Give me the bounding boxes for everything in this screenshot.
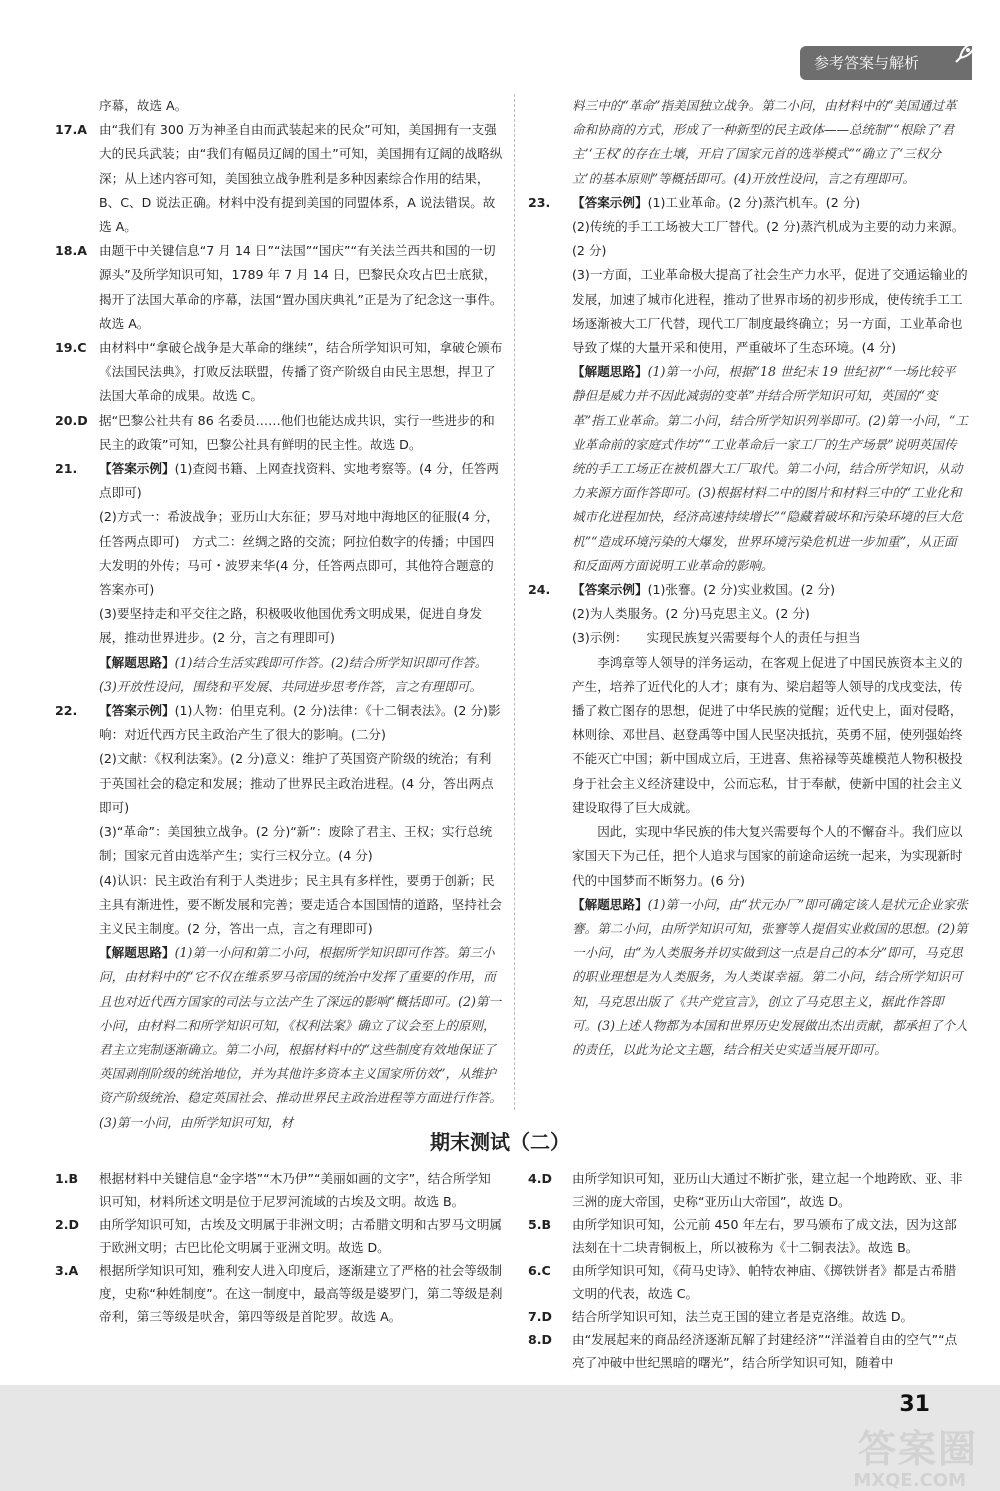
- answer-tag: 【解题思路】: [99, 654, 175, 670]
- answer-item: [55, 505, 503, 602]
- answer-item: [528, 1167, 968, 1213]
- answer-item: [55, 602, 503, 650]
- answer-text: 由所学知识可知，公元前 450 年左右，罗马颁布了成文法，因为这部法刻在十二块青铜板上，所以被称为《十二铜表法》。故选 B。: [572, 1217, 957, 1255]
- answer-text: 李鸿章等人领导的洋务运动，在客观上促进了中国民族资本主义的产生，培养了近代化的人才；康有为、梁启超等人领导的戊戌变法，传播了救亡图存的思想，促进了中华民族的觉醒；近代史上，面对侵略，林则徐、邓世昌、赵登禹等中国人民坚决抵抗，英勇不屈，使列强始终不能灭亡中国；新中国成立后，王进喜、焦裕禄等英雄模范人物积极投身于社会主义经济建设中，公而忘私，甘于奉献，使新中国的社会主义建设取得了巨大成就。: [572, 654, 963, 815]
- answer-text: (2)文献：《权利法案》。(2 分)意义：维护了英国资产阶级的统治；有利于英国社会的稳定和发展；推动了世界民主政治进程。(4 分，答出两点即可): [99, 751, 494, 815]
- answer-item: [55, 1259, 503, 1328]
- answer-text: (3)示例： 实现民族复兴需要每个人的责任与担当: [572, 630, 861, 646]
- question-number: 23.: [528, 194, 551, 210]
- question-number: 6.C: [528, 1263, 551, 1278]
- answer-item: [528, 651, 968, 820]
- answer-item: [528, 820, 968, 893]
- answer-text: 由所学知识可知，亚历山大通过不断扩张，建立起一个地跨欧、亚、非三洲的庞大帝国，史称“亚历山大帝国”，故选 D。: [572, 1171, 963, 1209]
- answer-text: 据“巴黎公社共有 86 名委员……他们也能达成共识，实行一些进步的和民主的政策”可知，巴黎公社具有鲜明的民主性。故选 D。: [99, 412, 495, 452]
- answer-text: (2)传统的手工工场被大工厂替代。(2 分)蒸汽机成为主要的动力来源。(2 分): [572, 219, 965, 259]
- question-number: 20.D: [55, 412, 88, 428]
- answer-item: [528, 191, 968, 215]
- answer-tag: 【答案示例】: [99, 703, 175, 719]
- answer-item: [55, 1167, 503, 1213]
- answer-tag: 【答案示例】: [572, 582, 648, 598]
- answer-item: [528, 1259, 968, 1305]
- answer-text: (1)工业革命。(2 分)蒸汽机车。(2 分): [647, 194, 861, 210]
- column-divider: [514, 94, 515, 1110]
- watermark-url: MXQE.COM: [853, 1470, 966, 1491]
- answer-item: [55, 651, 503, 699]
- answer-item: [55, 94, 503, 118]
- question-number: 4.D: [528, 1171, 553, 1186]
- answer-text: 由“我们有 300 万为神圣自由而武装起来的民众”可知，美国拥有一支强大的民兵武装；由“我们有幅员辽阔的国土”可知，美国拥有辽阔的战略纵深；从上述内容可知，美国独立战争胜利是多种因素综合作用的结果，B、C、D 说法正确。材料中没有提到美国的同盟体系，A 说法错误。故选 A。: [99, 122, 503, 235]
- answer-text: 由“发展起来的商品经济逐渐瓦解了封建经济”“洋溢着自由的空气”“点亮了冲破中世纪黑暗的曙光”，结合所学知识可知，随着中: [572, 1332, 958, 1370]
- answer-item: [55, 869, 503, 942]
- answer-text: (3)“革命”：美国独立战争。(2 分)“新”：废除了君主、王权；实行总统制；国家元首由选举产生；实行三权分立。(4 分): [99, 824, 493, 864]
- answer-text: (1)第一小问，由“状元办厂”即可确定该人是状元企业家张謇。第二小问，由所学知识可知，张謇等人提倡实业救国的思想。(2)第一小问，由“为人类服务并切实做到这一点是自己的本分”即可，马克思的职业理想是为人类服务，为人类谋幸福。第二小问，结合所学知识可知，马克思出版了《共产党宣言》，创立了马克思主义，据此作答即可。(3)上述人物都为本国和世界历史发展做出杰出贡献，都承担了个人的责任，以此为论文主题，结合相关史实适当展开即可。: [572, 896, 968, 1057]
- question-number: 22.: [55, 703, 78, 719]
- answer-item: [528, 1305, 968, 1328]
- answer-item: [55, 1213, 503, 1259]
- answer-text: 根据所学知识可知，雅利安人进入印度后，逐渐建立了严格的社会等级制度，史称“种姓制度”。在这一制度中，最高等级是婆罗门，第二等级是刹帝利，第三等级是吠舍，第四等级是首陀罗。故选 A。: [99, 1263, 503, 1324]
- answer-item: [55, 457, 503, 505]
- answer-item: [55, 747, 503, 820]
- answer-text: 料三中的“革命”指美国独立战争。第二小问，由材料中的“美国通过革命和协商的方式，形成了一种新型的民主政体——总统制”“根除了‘君主’‘王权’的存在土壤，开启了国家元首的选举模式”“确立了‘三权分立’的基本原则”等概括即可。(4)开放性设问，言之有理即可。: [572, 98, 957, 186]
- answer-item: [528, 893, 968, 1062]
- final-test-column-left: [55, 1167, 503, 1328]
- answer-text: 由材料中“拿破仑战争是大革命的继续”，结合所学知识可知，拿破仑颁布《法国民法典》，打败反法联盟，传播了资产阶级自由民主思想，捍卫了法国大革命的成果。故选 C。: [99, 340, 503, 404]
- final-test-column-right: [528, 1167, 968, 1374]
- answer-tag: 【解题思路】: [572, 896, 648, 912]
- header-section-tab: [800, 46, 972, 80]
- answer-text: (1)查阅书籍、上网查找资料、实地考察等。(4 分，任答两点即可): [99, 461, 499, 501]
- answer-text: (1)张謇。(2 分)实业救国。(2 分): [647, 582, 836, 598]
- question-number: 21.: [55, 461, 78, 477]
- answer-item: [528, 626, 968, 650]
- answer-item: [528, 263, 968, 360]
- answer-item: [55, 820, 503, 868]
- answer-text: (4)认识：民主政治有利于人类进步；民主具有多样性，要勇于创新；民主具有渐进性，要不断发展和完善；要走适合本国国情的道路，坚持社会主义民主制度。(2 分，答出一点，言之有理即可): [99, 872, 502, 936]
- answer-tag: 【解题思路】: [99, 945, 175, 961]
- answer-item: [528, 602, 968, 626]
- answer-item: [55, 336, 503, 409]
- header-tab-label: 参考答案与解析: [814, 54, 920, 72]
- answer-item: [528, 1328, 968, 1374]
- section-title: 期末测试（二）: [430, 1130, 570, 1154]
- answer-text: (1)结合生活实践即可作答。(2)结合所学知识即可作答。(3)开放性设问，围绕和平发展、共同进步思考作答，言之有理即可。: [99, 654, 488, 694]
- answer-item: [528, 1213, 968, 1259]
- question-number: 7.D: [528, 1309, 553, 1324]
- answer-tag: 【解题思路】: [572, 364, 648, 380]
- answer-tag: 【答案示例】: [572, 194, 648, 210]
- question-number: 19.C: [55, 340, 87, 356]
- answer-text: 由题干中关键信息“7 月 14 日”“法国”“国庆”“有关法兰西共和国的一切源头”及所学知识可知，1789 年 7 月 14 日，巴黎民众攻占巴士底狱，揭开了法国大革命的序幕，法国“置办国庆典礼”正是为了纪念这一事件。故选 A。: [99, 243, 503, 331]
- answer-column-right: [528, 94, 968, 1062]
- answer-text: (1)第一小问，根据“18 世纪末 19 世纪初”“一场比较平静但是威力并不因此减弱的变革”并结合所学知识可知，英国的“变革”指工业革命。第二小问，结合所学知识列举即可。(2)第一小问，“工业革命前的家庭式作坊”“工业革命后一家工厂的生产场景”说明英国传统的手工工场正在被机器大工厂取代。第二小问，结合所学知识，从动力来源方面作答即可。(3)根据材料二中的图片和材料三中的“工业化和城市化进程加快，经济高速持续增长”“隐藏着破坏和污染环境的巨大危机”“造成环境污染的大爆发，世界环境污染危机进一步加重”，从正面和反面两方面说明工业革命的影响。: [572, 364, 968, 573]
- answer-text: (3)要坚持走和平交往之路，积极吸收他国优秀文明成果，促进自身发展，推动世界进步。(2 分，言之有理即可): [99, 606, 483, 646]
- answer-text: 序幕，故选 A。: [99, 98, 188, 113]
- answer-item: [55, 409, 503, 457]
- answer-text: 根据材料中关键信息“金字塔”“木乃伊”“美丽如画的文字”，结合所学知识可知，材料所述文明是位于尼罗河流域的古埃及文明。故选 B。: [99, 1171, 491, 1209]
- watermark-logo: 答案圈: [857, 1427, 978, 1471]
- answer-text: (2)为人类服务。(2 分)马克思主义。(2 分): [572, 606, 810, 622]
- answer-text: 由所学知识可知，《荷马史诗》、帕特农神庙、《掷铁饼者》都是古希腊文明的代表，故选 C。: [572, 1263, 957, 1301]
- answer-item: [55, 239, 503, 336]
- answer-text: (1)第一小问和第二小问，根据所学知识即可作答。第三小问，由材料中的“它不仅在维系罗马帝国的统治中发挥了重要的作用，而且也对近代西方国家的司法与立法产生了深远的影响”概括即可。(2)第一小问，由材料二和所学知识可知，《权利法案》确立了议会至上的原则，君主立宪制逐渐确立。第二小问，根据材料中的“这些制度有效地保证了英国剥削阶级的统治地位，并为其他许多资本主义国家所仿效”，从维护资产阶级统治、稳定英国社会、推动世界民主政治进程等方面进行作答。(3)第一小问，由所学知识可知，材: [99, 945, 502, 1130]
- answer-item: [55, 699, 503, 747]
- footer-band: [0, 1385, 1000, 1491]
- question-number: 2.D: [55, 1217, 80, 1232]
- question-number: 24.: [528, 582, 551, 598]
- answer-text: 因此，实现中华民族的伟大复兴需要每个人的不懈奋斗。我们应以家国天下为己任，把个人追求与国家的前途命运统一起来，为实现新时代的中国梦而不断努力。(6 分): [572, 824, 963, 888]
- answer-tag: 【答案示例】: [99, 461, 175, 477]
- answer-item: [528, 360, 968, 578]
- answer-text: 由所学知识可知，古埃及文明属于非洲文明；古希腊文明和古罗马文明属于欧洲文明；古巴比伦文明属于亚洲文明。故选 D。: [99, 1217, 502, 1255]
- question-number: 1.B: [55, 1171, 79, 1186]
- rocket-icon: [952, 40, 978, 75]
- question-number: 8.D: [528, 1332, 553, 1347]
- answer-column-left: [55, 94, 503, 1135]
- question-number: 17.A: [55, 122, 88, 138]
- answer-text: (3)一方面，工业革命极大提高了社会生产力水平，促进了交通运输业的发展，加速了城市化进程，推动了世界市场的初步形成，使传统手工工场逐渐被大工厂代替，现代工厂制度最终确立；另一方面，工业革命也导致了煤的大量开采和使用，严重破坏了生态环境。(4 分): [572, 267, 968, 356]
- question-number: 18.A: [55, 243, 88, 259]
- answer-text: 结合所学知识可知，法兰克王国的建立者是克洛维。故选 D。: [572, 1309, 914, 1324]
- answer-item: [528, 215, 968, 263]
- question-number: 5.B: [528, 1217, 552, 1232]
- answer-item: [55, 118, 503, 239]
- answer-item: [528, 578, 968, 602]
- answer-text: (2)方式一：希波战争；亚历山大东征；罗马对地中海地区的征服(4 分，任答两点即可) 方式二：丝绸之路的交流；阿拉伯数字的传播；中国四大发明的外传；马可・波罗来华(4 分，任答两点即可，其他符合题意的答案亦可): [99, 509, 499, 598]
- answer-item: [55, 941, 503, 1135]
- answer-text: (1)人物：伯里克利。(2 分)法律：《十二铜表法》。(2 分)影响：对近代西方民主政治产生了很大的影响。(二分): [99, 703, 501, 743]
- page-number: 31: [899, 1392, 930, 1417]
- answer-item: [528, 94, 968, 191]
- question-number: 3.A: [55, 1263, 79, 1278]
